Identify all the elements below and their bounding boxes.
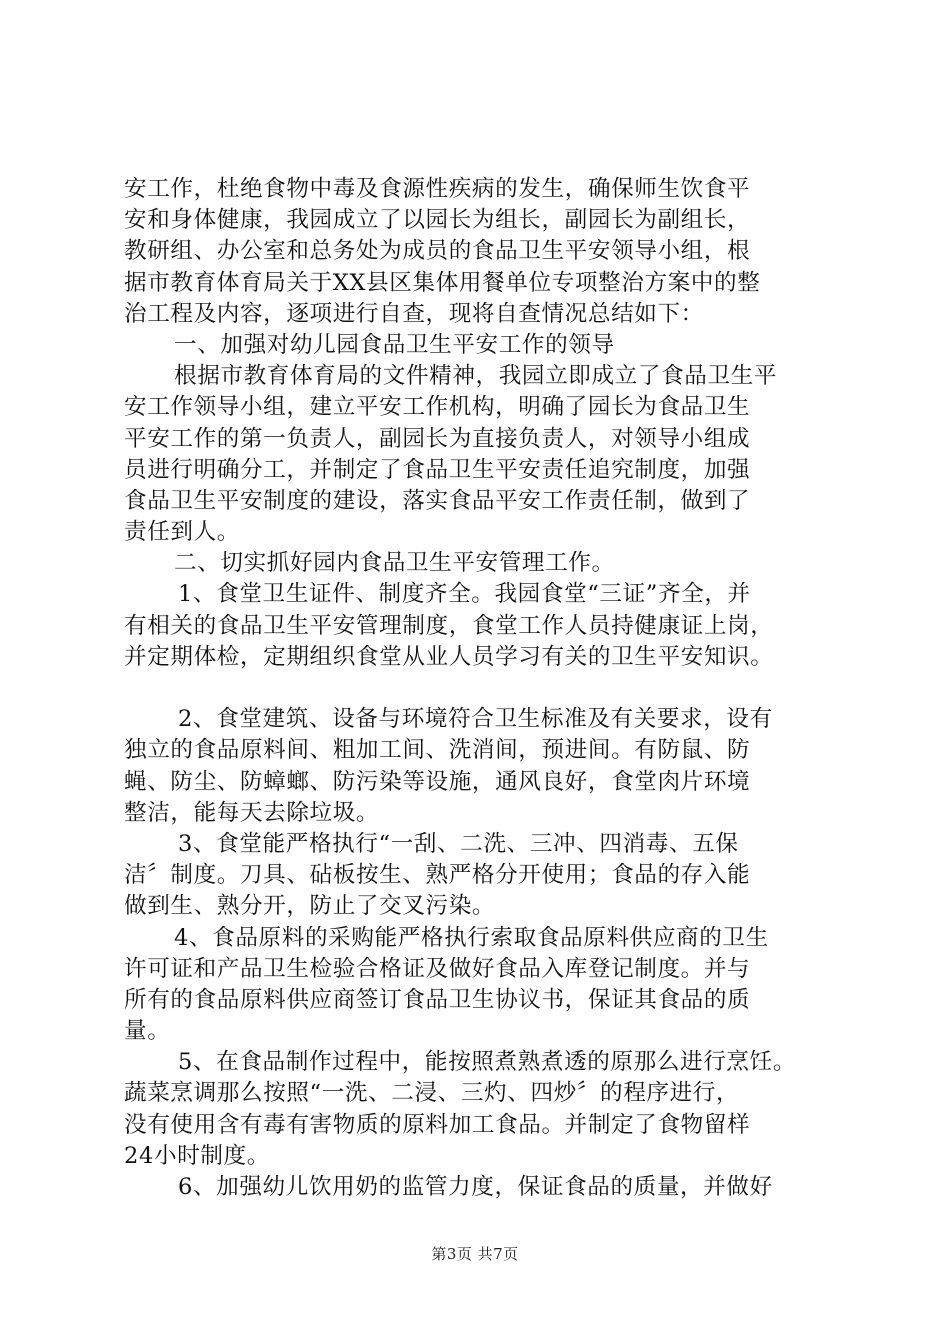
text-line: 许可证和产品卫生检验合格证及做好食品入库登记制度。并与: [124, 955, 751, 982]
text-line: 1、食堂卫生证件、制度齐全。我园食堂“三证”齐全，并: [178, 581, 751, 608]
page-footer: [0, 1244, 950, 1264]
text-line: 洁〞制度。刀具、砧板按生、熟严格分开使用；食品的存入能: [124, 862, 751, 889]
section-heading-1: 一、加强对幼儿园食品卫生平安工作的领导: [174, 331, 615, 358]
text-line: 5、在食品制作过程中，能按照煮熟煮透的原那么进行烹饪。: [178, 1049, 797, 1076]
text-line: 6、加强幼儿饮用奶的监管力度，保证食品的质量，并做好: [178, 1174, 773, 1200]
text-line: 根据市教育体育局的文件精神，我园立即成立了食品卫生平: [174, 363, 778, 390]
text-line: 没有使用含有毒有害物质的原料加工食品。并制定了食物留样: [124, 1111, 751, 1138]
text-line: 员进行明确分工，并制定了食品卫生平安责任追究制度，加强: [124, 456, 751, 483]
text-line: 2、食堂建筑、设备与环境符合卫生标准及有关要求，设有: [178, 706, 773, 733]
text-line: 安工作领导小组，建立平安工作机构，明确了园长为食品卫生: [124, 394, 751, 421]
text-line: 教研组、办公室和总务处为成员的食品卫生平安领导小组，根: [124, 238, 751, 265]
text-line: 做到生、熟分开，防止了交叉污染。: [124, 893, 496, 920]
text-line: 4、食品原料的采购能严格执行索取食品原料供应商的卫生: [174, 924, 769, 951]
text-line: 蔬菜烹调那么按照“一洗、二浸、三灼、四炒〞的程序进行，: [124, 1080, 740, 1107]
text-line: 责任到人。: [124, 519, 240, 546]
text-line: 并定期体检，定期组织食堂从业人员学习有关的卫生平安知识。: [124, 643, 774, 670]
text-line: 所有的食品原料供应商签订食品卫生协议书，保证其食品的质: [124, 986, 751, 1013]
text-line: 治工程及内容，逐项进行自查，现将自查情况总结如下：: [124, 300, 704, 327]
text-line: 平安工作的第一负责人，副园长为直接负责人，对领导小组成: [124, 425, 751, 452]
page-number: 第3页 共7页: [431, 1245, 519, 1263]
text-line: 整洁，能每天去除垃圾。: [124, 799, 380, 826]
section-heading-2: 二、切实抓好园内食品卫生平安管理工作。: [174, 550, 615, 577]
text-line: 量。: [124, 1018, 171, 1045]
text-line: 蝇、防尘、防蟑螂、防污染等设施，通风良好，食堂肉片环境: [124, 768, 751, 795]
text-line: 据市教育体育局关于XX县区集体用餐单位专项整治方案中的整: [124, 269, 761, 296]
text-line: 独立的食品原料间、粗加工间、洗消间，预进间。有防鼠、防: [124, 737, 751, 764]
text-line: 食品卫生平安制度的建设，落实食品平安工作责任制，做到了: [124, 487, 751, 514]
text-line: 3、食堂能严格执行“一刮、二洗、三冲、四消毒、五保: [178, 830, 739, 857]
text-line: 有相关的食品卫生平安管理制度，食堂工作人员持健康证上岗，: [124, 612, 774, 639]
text-line: 安和身体健康，我园成立了以园长为组长，副园长为副组长，: [124, 207, 751, 234]
text-line: 24小时制度。: [124, 1142, 270, 1169]
text-line: 安工作，杜绝食物中毒及食源性疾病的发生，确保师生饮食平: [124, 176, 751, 202]
document-body: [124, 174, 836, 1203]
blank-line: [124, 673, 836, 704]
